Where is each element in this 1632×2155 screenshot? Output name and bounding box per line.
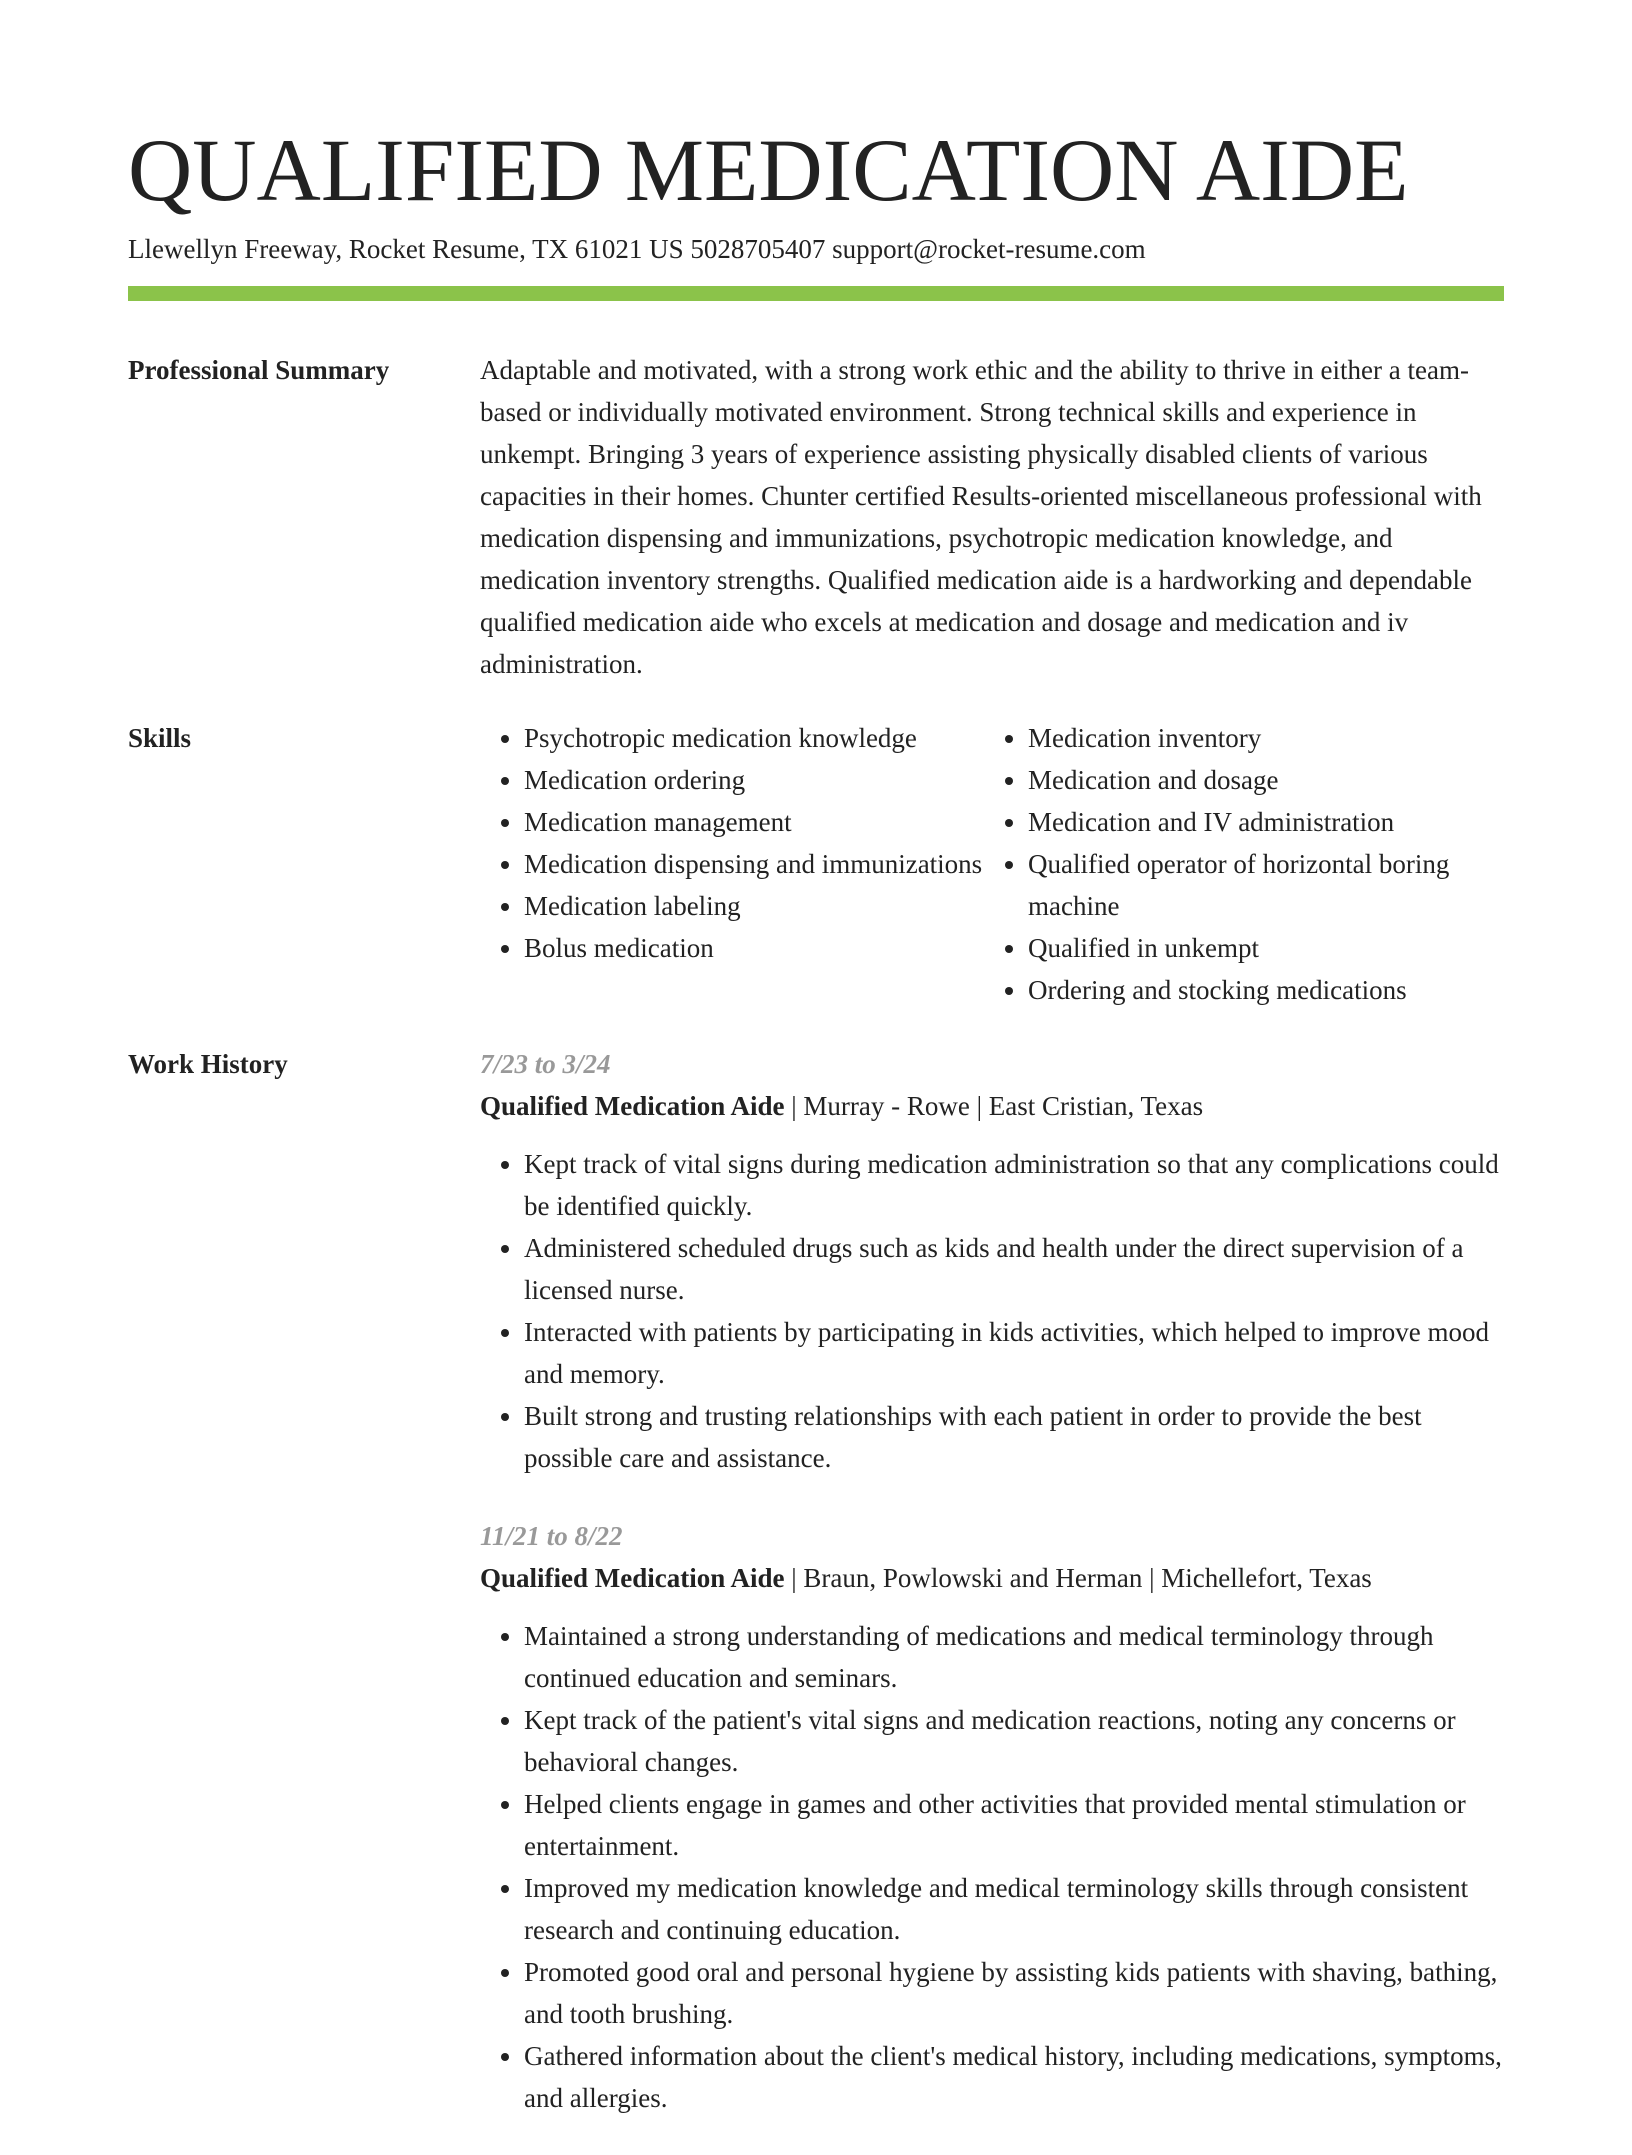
job-duties-list	[480, 1615, 1504, 2119]
duty-item: • Gathered information about the client's medical history, including medications, symptoms, and allergies.	[524, 2035, 1504, 2119]
skills-list-right	[984, 717, 1488, 1011]
summary-text: Adaptable and motivated, with a strong work ethic and the ability to thrive in either a team-based or individually motivated environment. Strong technical skills and experience in unkempt. Bringing 3 years of experience assisting physically disabled clients of various capacities in their homes. Chunter certified Results-oriented miscellaneous professional with medication dispensing and immunizations, psychotropic medication knowledge, and medication inventory strengths. Qualified medication aide is a hardworking and dependable qualified medication aide who excels at medication and dosage and medication and iv administration.	[480, 355, 1482, 679]
skills-list-left	[480, 717, 984, 1011]
duty-item: • Built strong and trusting relationships with each patient in order to provide the best possible care and assistance.	[524, 1395, 1504, 1479]
summary-label: Professional Summary	[128, 355, 390, 385]
skill-item: • Medication ordering	[524, 759, 984, 801]
resume-name: QUALIFIED MEDICATION AIDE	[128, 122, 1409, 220]
job-employer-location: | Murray - Rowe | East Cristian, Texas	[784, 1091, 1204, 1121]
job-title-line	[480, 1085, 1504, 1127]
duty-item: • Administered scheduled drugs such as kids and health under the direct supervision of a licensed nurse.	[524, 1227, 1504, 1311]
skill-item: • Ordering and stocking medications	[1028, 969, 1488, 1011]
skill-item: • Bolus medication	[524, 927, 984, 969]
duty-item: • Kept track of the patient's vital signs and medication reactions, noting any concerns or behavioral changes.	[524, 1699, 1504, 1783]
duty-item: • Helped clients engage in games and other activities that provided mental stimulation or entertainment.	[524, 1783, 1504, 1867]
skill-item: • Medication labeling	[524, 885, 984, 927]
duty-item: • Promoted good oral and personal hygiene by assisting kids patients with shaving, bathing, and tooth brushing.	[524, 1951, 1504, 2035]
skill-item: • Qualified in unkempt	[1028, 927, 1488, 969]
job-title: Qualified Medication Aide	[480, 1563, 785, 1593]
summary-body	[480, 349, 1504, 685]
job-employer-location: | Braun, Powlowski and Herman | Michellefort, Texas	[784, 1563, 1372, 1593]
skill-item: • Medication and dosage	[1028, 759, 1488, 801]
skill-item: • Medication management	[524, 801, 984, 843]
accent-divider	[128, 286, 1504, 301]
work-history-label: Work History	[128, 1049, 288, 1079]
duty-item: • Maintained a strong understanding of medications and medical terminology through continued education and seminars.	[524, 1615, 1504, 1699]
job-title: Qualified Medication Aide	[480, 1091, 785, 1121]
duty-item: • Interacted with patients by participating in kids activities, which helped to improve mood and memory.	[524, 1311, 1504, 1395]
job-duties-list	[480, 1143, 1504, 1479]
job-dates: 11/21 to 8/22	[480, 1521, 623, 1551]
work-history-body	[480, 1043, 1504, 2155]
job-title-line	[480, 1557, 1504, 1599]
contact-line: Llewellyn Freeway, Rocket Resume, TX 61021 US 5028705407 support@rocket-resume.com	[128, 234, 1146, 264]
job-dates: 7/23 to 3/24	[480, 1049, 611, 1079]
job-entry	[480, 1515, 1504, 2119]
job-entry	[480, 1043, 1504, 1479]
skill-item: • Psychotropic medication knowledge	[524, 717, 984, 759]
skills-label: Skills	[128, 723, 192, 753]
duty-item: • Improved my medication knowledge and medical terminology skills through consistent research and continuing education.	[524, 1867, 1504, 1951]
skill-item: • Medication dispensing and immunizations	[524, 843, 984, 885]
skill-item: • Qualified operator of horizontal boring machine	[1028, 843, 1488, 927]
skill-item: • Medication and IV administration	[1028, 801, 1488, 843]
duty-item: • Kept track of vital signs during medication administration so that any complications could be identified quickly.	[524, 1143, 1504, 1227]
skills-body	[480, 717, 1504, 1011]
skill-item: • Medication inventory	[1028, 717, 1488, 759]
